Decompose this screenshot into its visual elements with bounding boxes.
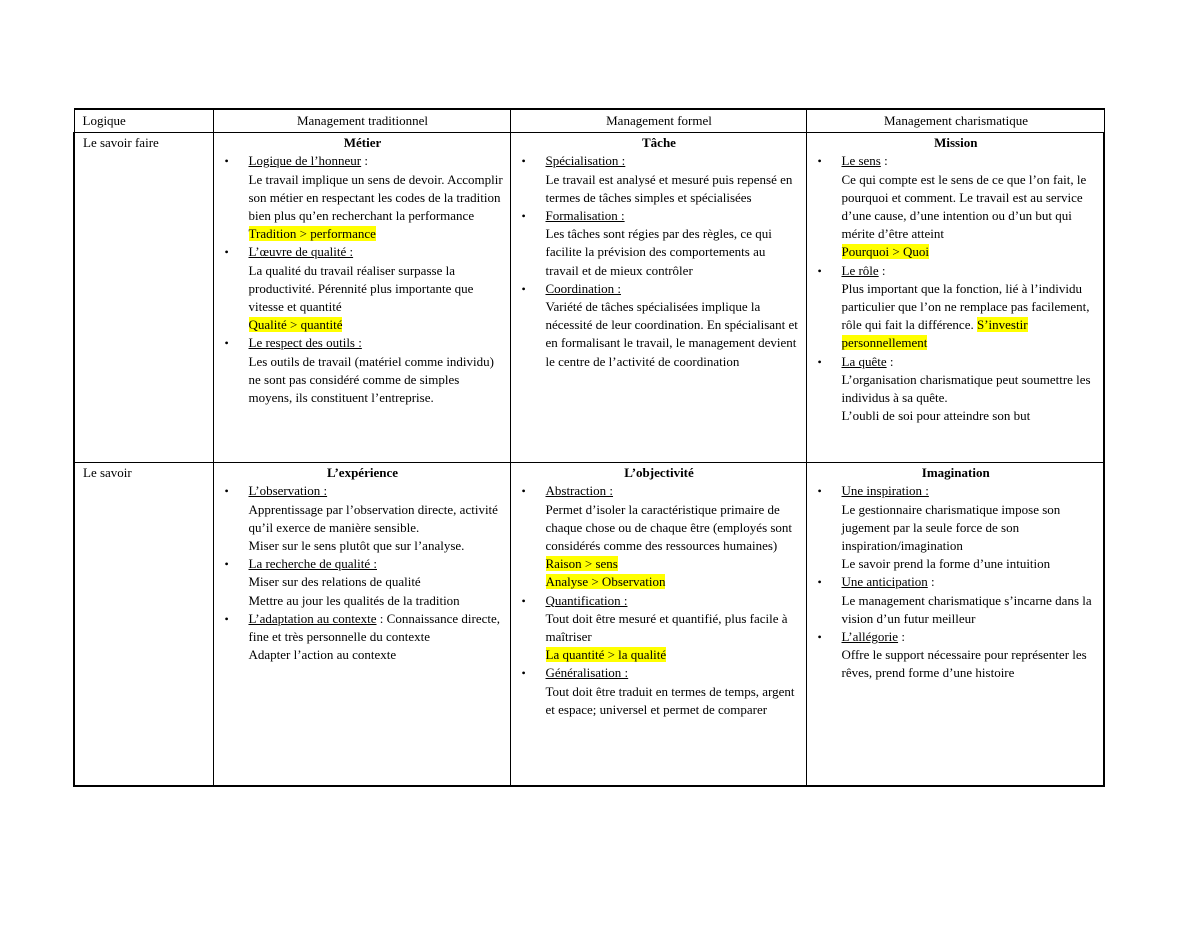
body-text: Apprentissage par l’observation directe, activité qu’il exerce de manière sensible. [248, 501, 498, 535]
item-text [842, 592, 1098, 628]
item-text [546, 555, 800, 573]
item-text [249, 537, 504, 555]
item-title-suffix: : [898, 629, 905, 645]
item-title: Abstraction : [545, 483, 614, 499]
body-text: Le management charismatique s’incarne dans la vision d’un futur meilleur [841, 592, 1092, 626]
item-text [842, 171, 1098, 244]
bullet-dot-icon: • [521, 281, 526, 296]
body-text: Ce qui compte est le sens de ce que l’on fait, le pourquoi et comment. Le travail est au service d’une cause, d’une intention ou d’un but qui mérite d’être atteint [841, 171, 1087, 242]
item-title: Logique de l’honneur [248, 153, 362, 169]
body-text: Le travail est analysé et mesuré puis repensé en termes de tâches simples et spécialisées [545, 171, 793, 205]
list-item [519, 664, 800, 719]
bullet-dot-icon: • [817, 154, 822, 169]
body-text: L’organisation charismatique peut soumettre les individus à sa quête. [841, 371, 1091, 406]
body-text: Miser sur des relations de qualité [248, 574, 421, 590]
item-text [842, 501, 1098, 556]
bullet-dot-icon: • [224, 245, 229, 260]
item-title: Quantification : [545, 592, 628, 608]
cell-title: Tâche [642, 135, 676, 151]
bullet-dot-icon: • [224, 484, 229, 499]
table-cell [806, 463, 1104, 787]
bullet-dot-icon: • [521, 209, 526, 224]
item-title-suffix: : [927, 574, 935, 590]
cell-title: L’expérience [327, 465, 398, 481]
item-text [249, 353, 504, 408]
table-cell [213, 463, 510, 787]
item-text [546, 646, 800, 664]
header-logique: Logique [74, 109, 213, 133]
item-text [249, 171, 504, 226]
list-item [815, 262, 1098, 353]
list-item [815, 152, 1098, 261]
highlighted-text: Qualité > quantité [248, 317, 343, 333]
list-item [815, 628, 1098, 683]
body-text: Miser sur le sens plutôt que sur l’analyse. [248, 538, 465, 554]
item-title-suffix: : [886, 353, 894, 369]
body-text: L’oubli de soi pour atteindre son but [841, 408, 1031, 424]
list-item [815, 573, 1098, 628]
header-management-traditionnel: Management traditionnel [213, 109, 510, 133]
list-item [222, 555, 504, 610]
item-text [546, 573, 800, 591]
list-item [222, 152, 504, 243]
item-text [546, 171, 800, 207]
table-row [74, 463, 1104, 787]
row-label: Le savoir faire [74, 133, 213, 463]
bullet-dot-icon: • [817, 575, 822, 590]
bullet-dot-icon: • [817, 630, 822, 645]
list-item [519, 207, 800, 280]
header-management-charismatique: Management charismatique [806, 109, 1104, 133]
highlighted-text: Tradition > performance [248, 226, 376, 242]
item-title: Formalisation : [545, 208, 625, 224]
table-cell [213, 133, 510, 463]
item-text [546, 298, 800, 371]
list-item [815, 353, 1098, 426]
item-text [842, 280, 1098, 353]
bullet-list [222, 482, 504, 664]
item-title: Une inspiration : [841, 483, 929, 499]
body-text: Les outils de travail (matériel comme individu) ne sont pas considéré comme de simples moyens, ils constituent l’entreprise. [248, 353, 494, 406]
cell-title: Imagination [921, 465, 990, 481]
list-item [222, 334, 504, 407]
item-title: Une anticipation [841, 574, 928, 590]
item-title-suffix: : Connaissance directe, fine et très personnelle du contexte [248, 610, 500, 645]
item-title-suffix: : [880, 153, 888, 169]
item-title: Le sens [841, 153, 881, 169]
item-title: Le respect des outils : [248, 335, 362, 351]
item-title: L’allégorie [841, 629, 899, 645]
bullet-dot-icon: • [224, 336, 229, 351]
body-text: Les tâches sont régies par des règles, ce qui facilite la prévision des comportements au travail et de mieux contrôler [545, 226, 772, 278]
row-label: Le savoir [74, 463, 213, 787]
item-text [546, 610, 800, 646]
comparison-table [73, 108, 1105, 787]
list-item [815, 482, 1098, 573]
item-text [842, 371, 1098, 407]
bullet-dot-icon: • [817, 354, 822, 369]
list-item [519, 152, 800, 207]
body-text: Variété de tâches spécialisées implique la nécessité de leur coordination. En spécialisant et en formalisant le travail, le management devient le centre de l’activité de coordination [545, 299, 798, 369]
item-text [842, 555, 1098, 573]
body-text: Mettre au jour les qualités de la tradition [248, 592, 460, 608]
body-text: La qualité du travail réaliser surpasse la productivité. Pérennité plus importante que vitesse et quantité [248, 262, 474, 315]
highlighted-text: Analyse > Observation [545, 574, 666, 590]
item-text [249, 646, 504, 664]
list-item [222, 610, 504, 665]
highlighted-text: Pourquoi > Quoi [841, 244, 930, 260]
body-text: Le savoir prend la forme d’une intuition [841, 556, 1051, 572]
list-item [519, 592, 800, 665]
bullet-dot-icon: • [521, 593, 526, 608]
bullet-dot-icon: • [817, 484, 822, 499]
item-title-suffix: : [361, 153, 369, 169]
item-title: Coordination : [545, 280, 621, 296]
item-title: La quête [841, 353, 887, 369]
cell-title: L’objectivité [624, 465, 694, 481]
bullet-dot-icon: • [817, 263, 822, 278]
table-cell [510, 463, 806, 787]
list-item [222, 482, 504, 555]
table-row [74, 133, 1104, 463]
item-text [249, 316, 504, 334]
item-text [249, 592, 504, 610]
highlighted-text: La quantité > la qualité [545, 647, 667, 663]
table-cell [510, 133, 806, 463]
cell-title: Mission [934, 135, 978, 151]
list-item [519, 482, 800, 591]
list-item [519, 280, 800, 371]
item-text [249, 262, 504, 317]
bullet-list [222, 152, 504, 407]
bullet-list [815, 482, 1098, 682]
item-text [546, 683, 800, 719]
item-text [546, 501, 800, 556]
item-title: Généralisation : [545, 665, 629, 681]
body-text: Le gestionnaire charismatique impose son jugement par la seule force de son inspiration/imagination [841, 501, 1061, 554]
item-text [249, 501, 504, 537]
body-text: Tout doit être traduit en termes de temps, argent et espace; universel et permet de comparer [545, 683, 795, 717]
item-text [249, 225, 504, 243]
list-item [222, 243, 504, 334]
bullet-list [519, 152, 800, 370]
item-title-suffix: : [878, 262, 886, 278]
item-title: L’œuvre de qualité : [248, 244, 354, 260]
item-title: Spécialisation : [545, 153, 626, 169]
bullet-dot-icon: • [521, 154, 526, 169]
bullet-dot-icon: • [224, 557, 229, 572]
header-row [74, 109, 1104, 133]
body-text: Plus important que la fonction, lié à l’individu particulier que l’on ne remplace pas facilement, rôle qui fait la différence. [841, 280, 1090, 333]
item-text [842, 646, 1098, 682]
bullet-list [519, 482, 800, 719]
body-text: Adapter l’action au contexte [248, 647, 397, 663]
cell-title: Métier [343, 135, 382, 151]
item-text [842, 407, 1098, 425]
item-title: La recherche de qualité : [248, 556, 377, 572]
table-cell [806, 133, 1104, 463]
item-title: L’observation : [248, 483, 328, 499]
header-management-formel: Management formel [510, 109, 806, 133]
bullet-list [815, 152, 1098, 425]
body-text: Permet d’isoler la caractéristique primaire de chaque chose ou de chaque être (employés sont considérés comme des ressources humaines) [545, 501, 793, 554]
bullet-dot-icon: • [224, 154, 229, 169]
highlighted-text: Raison > sens [545, 556, 618, 572]
bullet-dot-icon: • [224, 611, 229, 626]
item-text [842, 243, 1098, 261]
body-text: Tout doit être mesuré et quantifié, plus facile à maîtriser [545, 610, 788, 645]
item-text [249, 573, 504, 591]
bullet-dot-icon: • [521, 666, 526, 681]
item-title: L’adaptation au contexte [248, 610, 377, 626]
bullet-dot-icon: • [521, 484, 526, 499]
body-text: Offre le support nécessaire pour représenter les rêves, prend forme d’une histoire [841, 647, 1087, 681]
item-title: Le rôle [841, 262, 879, 278]
highlighted-text: S’investir personnellement [841, 317, 1028, 351]
item-text [546, 225, 800, 280]
body-text: Le travail implique un sens de devoir. Accomplir son métier en respectant les codes de la tradition bien plus qu’en recherchant la performance [248, 171, 503, 224]
